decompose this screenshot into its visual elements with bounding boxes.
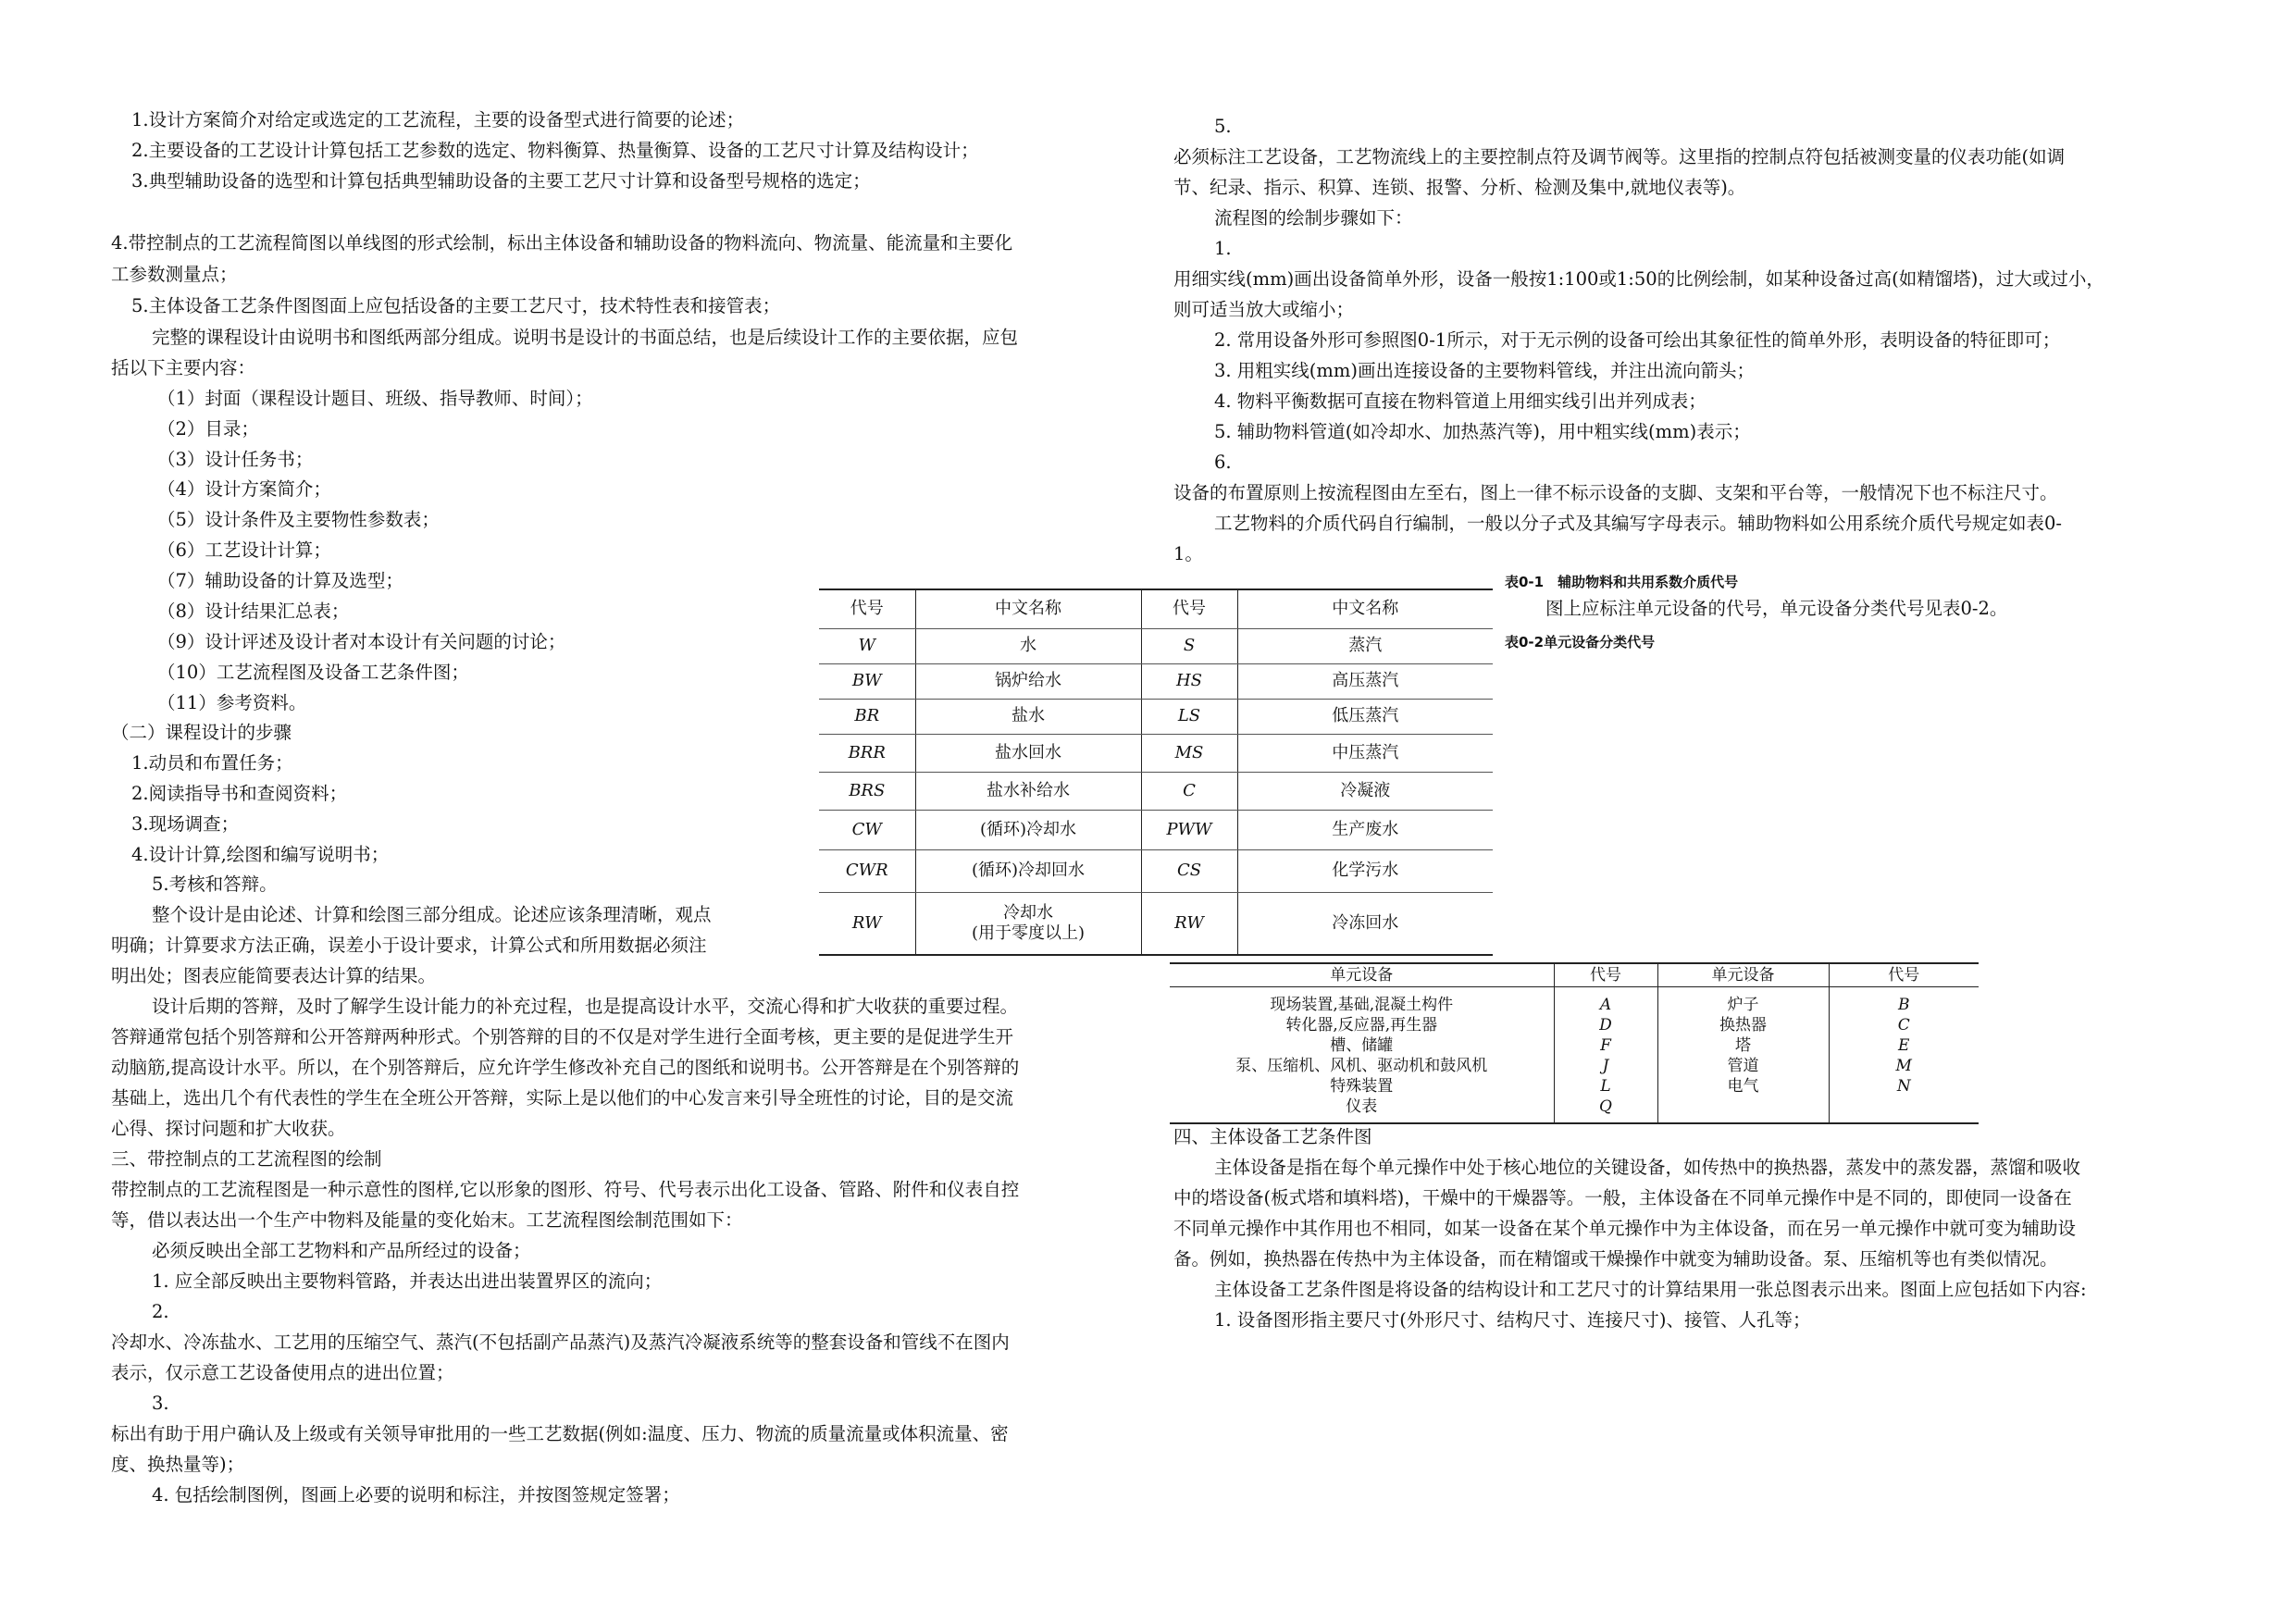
section-heading-4: 四、主体设备工艺条件图 (1173, 1126, 1372, 1147)
left-line-26: 整个设计是由论述、计算和绘图三部分组成。论述应该条理清晰，观点 (152, 904, 712, 925)
list-item: 电气 (1727, 1077, 1759, 1096)
t1-cell: 冷冻回水 (1237, 892, 1493, 955)
t1-cell: LS (1141, 699, 1237, 734)
table-row (819, 772, 1493, 810)
list-item: E (1898, 1036, 1910, 1055)
list-item: 特殊装置 (1330, 1077, 1394, 1096)
right-line-14: 工艺物料的介质代码自行编制，一般以分子式及其编写字母表示。辅助物料如公用系统介质代号规定如表0- (1214, 513, 2062, 534)
list-item: A (1599, 996, 1612, 1014)
table-row (819, 628, 1493, 663)
table-row (819, 849, 1493, 892)
list-item: D (1599, 1016, 1612, 1035)
right-line-8: 2. 常用设备外形可参照图0-1所示，对于无示例的设备可绘出其象征性的简单外形，表明设备的特征即可； (1214, 329, 2061, 351)
right-line-9: 3. 用粗实线(mm)画出连接设备的主要物料管线，并注出流向箭头； (1214, 360, 1756, 381)
t2-col-codes-right (1829, 987, 1979, 1124)
list-item: 现场装置,基础,混凝土构件 (1270, 996, 1454, 1014)
t1-cell: 化学污水 (1237, 849, 1493, 892)
t1-cell: CW (819, 810, 915, 849)
left-line-15: （7）辅助设备的计算及选型； (157, 570, 403, 591)
right-line-3: 节、纪录、指示、积算、连锁、报警、分析、检测及集中,就地仪表等)。 (1173, 177, 1746, 198)
left-line-19: （11）参考资料。 (157, 692, 307, 713)
left-line-29: 设计后期的答辩，及时了解学生设计能力的补充过程，也是提高设计水平，交流心得和扩大收获的重要过程。 (152, 996, 1019, 1017)
left-line-7: 完整的课程设计由说明书和图纸两部分组成。说明书是设计的书面总结，也是后续设计工作的主要依据，应包 (152, 327, 1019, 348)
t1-cell: BRR (819, 734, 915, 772)
t2-header-unit: 单元设备 (1170, 963, 1554, 987)
t1-cell: BRS (819, 772, 915, 810)
section-heading-2: （二）课程设计的步骤 (111, 722, 292, 743)
left-line-36: 等，借以表达出一个生产中物料及能量的变化始末。工艺流程图绘制范围如下： (111, 1209, 743, 1231)
t2-header-code: 代号 (1829, 963, 1979, 987)
t1-cell: CWR (819, 849, 915, 892)
list-item: B (1898, 996, 1910, 1014)
t1-cell (915, 892, 1141, 955)
left-line-37: 必须反映出全部工艺物料和产品所经过的设备； (152, 1240, 531, 1261)
left-line-45: 4. 包括绘制图例，图画上必要的说明和标注，并按图签规定签署； (152, 1484, 680, 1505)
left-line-31: 动脑筋,提高设计水平。所以，在个别答辩后，应允许学生修改补充自己的图纸和说明书。公开答辩是在个别答辩的 (111, 1057, 1020, 1078)
table-row (819, 663, 1493, 699)
right-line-7: 则可适当放大或缩小； (1173, 299, 1355, 320)
right-line-12: 6. (1214, 452, 1232, 473)
t1-header-name: 中文名称 (1237, 589, 1493, 628)
left-line-22: 2.阅读指导书和查阅资料； (131, 783, 348, 804)
table1-caption: 表0-1 辅助物料和共用系数介质代号 (1505, 574, 1739, 590)
right-line-1: 5. (1214, 116, 1232, 137)
t1-cell: S (1141, 628, 1237, 663)
list-item: Q (1599, 1097, 1612, 1116)
t1-header-code: 代号 (819, 589, 915, 628)
table-row (819, 699, 1493, 734)
left-line-5: 工参数测量点； (111, 264, 238, 285)
t1-cell: BW (819, 663, 915, 699)
list-item: J (1602, 1057, 1609, 1075)
left-line-16: （8）设计结果汇总表； (157, 601, 350, 622)
t1-cell: C (1141, 772, 1237, 810)
left-line-12: （4）设计方案简介； (157, 478, 331, 500)
left-line-40: 冷却水、冷冻盐水、工艺用的压缩空气、蒸汽(不包括副产品蒸汽)及蒸汽冷凝液系统等的整套设备和管线不在图内 (111, 1332, 1010, 1353)
right-line-4: 流程图的绘制步骤如下： (1214, 207, 1413, 229)
right-line-5: 1. (1214, 238, 1232, 259)
t1-cell-rw-name: 冷却水 (1003, 902, 1053, 923)
left-line-30: 答辩通常包括个别答辩和公开答辩两种形式。个别答辩的目的不仅是对学生进行全面考核，更主要的是促进学生开 (111, 1026, 1014, 1047)
right-bottom-line-4: 备。例如，换热器在传热中为主体设备，而在精馏或干燥操作中就变为辅助设备。泵、压缩机等也有类似情况。 (1173, 1248, 2058, 1270)
list-item: M (1895, 1057, 1912, 1075)
list-item: 炉子 (1727, 996, 1759, 1014)
table-row (819, 892, 1493, 955)
left-line-6: 5.主体设备工艺条件图图面上应包括设备的主要工艺尺寸，技术特性表和接管表； (131, 295, 781, 316)
left-line-44: 度、换热量等)； (111, 1454, 245, 1475)
left-line-8: 括以下主要内容： (111, 357, 256, 378)
left-line-39: 2. (152, 1301, 169, 1322)
section-heading-3: 三、带控制点的工艺流程图的绘制 (111, 1148, 382, 1170)
list-item: 换热器 (1719, 1016, 1767, 1035)
list-item: F (1600, 1036, 1611, 1055)
right-line-13: 设备的布置原则上按流程图由左至右，图上一律不标示设备的支脚、支架和平台等，一般情况下也不标注尺寸。 (1173, 482, 2058, 503)
table2-caption: 表0-2单元设备分类代号 (1505, 634, 1656, 650)
t1-cell: 水 (915, 628, 1141, 663)
list-item: C (1897, 1016, 1910, 1035)
left-line-2: 2.主要设备的工艺设计计算包括工艺参数的选定、物料衡算、热量衡算、设备的工艺尺寸计算及结构设计； (131, 140, 979, 161)
t1-cell: BR (819, 699, 915, 734)
t1-cell: PWW (1141, 810, 1237, 849)
list-item: 管道 (1727, 1057, 1759, 1075)
left-line-17: （9）设计评述及设计者对本设计有关问题的讨论； (157, 631, 566, 652)
unit-equipment-code-table (1170, 962, 1979, 1124)
t2-col-codes-left (1554, 987, 1657, 1124)
t1-cell: 高压蒸汽 (1237, 663, 1493, 699)
t1-cell: 盐水补给水 (915, 772, 1141, 810)
right-line-2: 必须标注工艺设备，工艺物流线上的主要控制点符及调节阀等。这里指的控制点符包括被测变量的仪表功能(如调 (1173, 146, 2066, 167)
t1-cell: 盐水回水 (915, 734, 1141, 772)
t2-col-units-left (1170, 987, 1554, 1124)
t1-cell: RW (819, 892, 915, 955)
list-item: 转化器,反应器,再生器 (1285, 1016, 1438, 1035)
t2-header-code: 代号 (1554, 963, 1657, 987)
t1-header-name: 中文名称 (915, 589, 1141, 628)
left-line-14: （6）工艺设计计算； (157, 539, 331, 561)
left-line-43: 标出有助于用户确认及上级或有关领导审批用的一些工艺数据(例如:温度、压力、物流的质量流量或体积流量、密 (111, 1423, 1009, 1444)
t1-cell: 低压蒸汽 (1237, 699, 1493, 734)
t1-header-code: 代号 (1141, 589, 1237, 628)
left-line-4: 4.带控制点的工艺流程简图以单线图的形式绘制，标出主体设备和辅助设备的物料流向、物流量、能流量和主要化 (111, 232, 1013, 254)
right-bottom-line-6: 1. 设备图形指主要尺寸(外形尺寸、结构尺寸、连接尺寸)、接管、人孔等； (1214, 1309, 1811, 1331)
left-line-23: 3.现场调查； (131, 813, 240, 835)
left-line-13: （5）设计条件及主要物性参数表； (157, 509, 440, 530)
right-line-15: 1。 (1173, 543, 1203, 564)
t2-col-units-right (1657, 987, 1829, 1124)
left-line-38: 1. 应全部反映出主要物料管路，并表达出进出装置界区的流向； (152, 1270, 663, 1292)
left-line-9: （1）封面（课程设计题目、班级、指导教师、时间）； (157, 388, 593, 409)
left-line-11: （3）设计任务书； (157, 449, 314, 470)
t1-cell: 盐水 (915, 699, 1141, 734)
t1-cell: 冷凝液 (1237, 772, 1493, 810)
left-line-3: 3.典型辅助设备的选型和计算包括典型辅助设备的主要工艺尺寸计算和设备型号规格的选定； (131, 170, 871, 192)
left-line-32: 基础上，选出几个有代表性的学生在全班公开答辩，实际上是以他们的中心发言来引导全班性的讨论，目的是交流 (111, 1087, 1014, 1109)
left-line-33: 心得、探讨问题和扩大收获。 (111, 1118, 346, 1139)
t1-cell: (循环)冷却水 (915, 810, 1141, 849)
media-code-table (819, 588, 1493, 956)
t2-header-unit: 单元设备 (1657, 963, 1829, 987)
t1-cell: 蒸汽 (1237, 628, 1493, 663)
t1-cell: 生产废水 (1237, 810, 1493, 849)
right-line-6: 用细实线(mm)画出设备简单外形，设备一般按1:100或1:50的比例绘制，如某种设备过高(如精馏塔)，过大或过小， (1173, 268, 2104, 290)
list-item: L (1600, 1077, 1611, 1096)
left-line-24: 4.设计计算,绘图和编写说明书； (131, 844, 390, 865)
t1-cell: HS (1141, 663, 1237, 699)
list-item: N (1896, 1077, 1911, 1096)
right-line-11: 5. 辅助物料管道(如冷却水、加热蒸汽等)，用中粗实线(mm)表示； (1214, 421, 1751, 442)
left-line-35: 带控制点的工艺流程图是一种示意性的图样,它以形象的图形、符号、代号表示出化工设备、管路、附件和仪表自控 (111, 1179, 1020, 1200)
left-line-21: 1.动员和布置任务； (131, 752, 293, 774)
table-row (819, 734, 1493, 772)
list-item: 塔 (1735, 1036, 1751, 1055)
left-line-18: （10）工艺流程图及设备工艺条件图； (157, 662, 469, 683)
table-row (819, 810, 1493, 849)
left-line-10: （2）目录； (157, 418, 259, 440)
unit-note: 图上应标注单元设备的代号，单元设备分类代号见表0-2。 (1545, 598, 2008, 619)
left-line-25: 5.考核和答辩。 (152, 873, 278, 895)
t1-cell: CS (1141, 849, 1237, 892)
t1-cell-rw-note: (用于零度以上) (971, 923, 1086, 943)
left-line-41: 表示，仅示意工艺设备使用点的进出位置； (111, 1362, 454, 1383)
t1-cell: 中压蒸汽 (1237, 734, 1493, 772)
right-bottom-line-3: 不同单元操作中其作用也不相同，如某一设备在某个单元操作中为主体设备，而在另一单元操作中就可变为辅助设 (1173, 1218, 2077, 1239)
right-line-10: 4. 物料平衡数据可直接在物料管道上用细实线引出并列成表； (1214, 390, 1706, 412)
t1-cell: W (819, 628, 915, 663)
t1-cell: MS (1141, 734, 1237, 772)
right-bottom-line-5: 主体设备工艺条件图是将设备的结构设计和工艺尺寸的计算结果用一张总图表示出来。图面上应包括如下内容: (1214, 1279, 2087, 1300)
left-line-1: 1.设计方案简介对给定或选定的工艺流程，主要的设备型式进行简要的论述； (131, 109, 745, 130)
list-item: 仪表 (1346, 1097, 1378, 1116)
t1-cell: 锅炉给水 (915, 663, 1141, 699)
right-bottom-line-2: 中的塔设备(板式塔和填料塔)，干燥中的干燥器等。一般，主体设备在不同单元操作中是不同的，即使同一设备在 (1173, 1187, 2072, 1208)
t1-cell: (循环)冷却回水 (915, 849, 1141, 892)
left-line-28: 明出处；图表应能简要表达计算的结果。 (111, 965, 437, 986)
right-bottom-line-1: 主体设备是指在每个单元操作中处于核心地位的关键设备，如传热中的换热器，蒸发中的蒸发器，蒸馏和吸收 (1214, 1157, 2081, 1178)
list-item: 槽、储罐 (1330, 1036, 1394, 1055)
left-line-27: 明确；计算要求方法正确，误差小于设计要求，计算公式和所用数据必须注 (111, 935, 707, 956)
list-item: 泵、压缩机、风机、驱动机和鼓风机 (1235, 1057, 1488, 1075)
left-line-42: 3. (152, 1393, 169, 1414)
t1-cell: RW (1141, 892, 1237, 955)
